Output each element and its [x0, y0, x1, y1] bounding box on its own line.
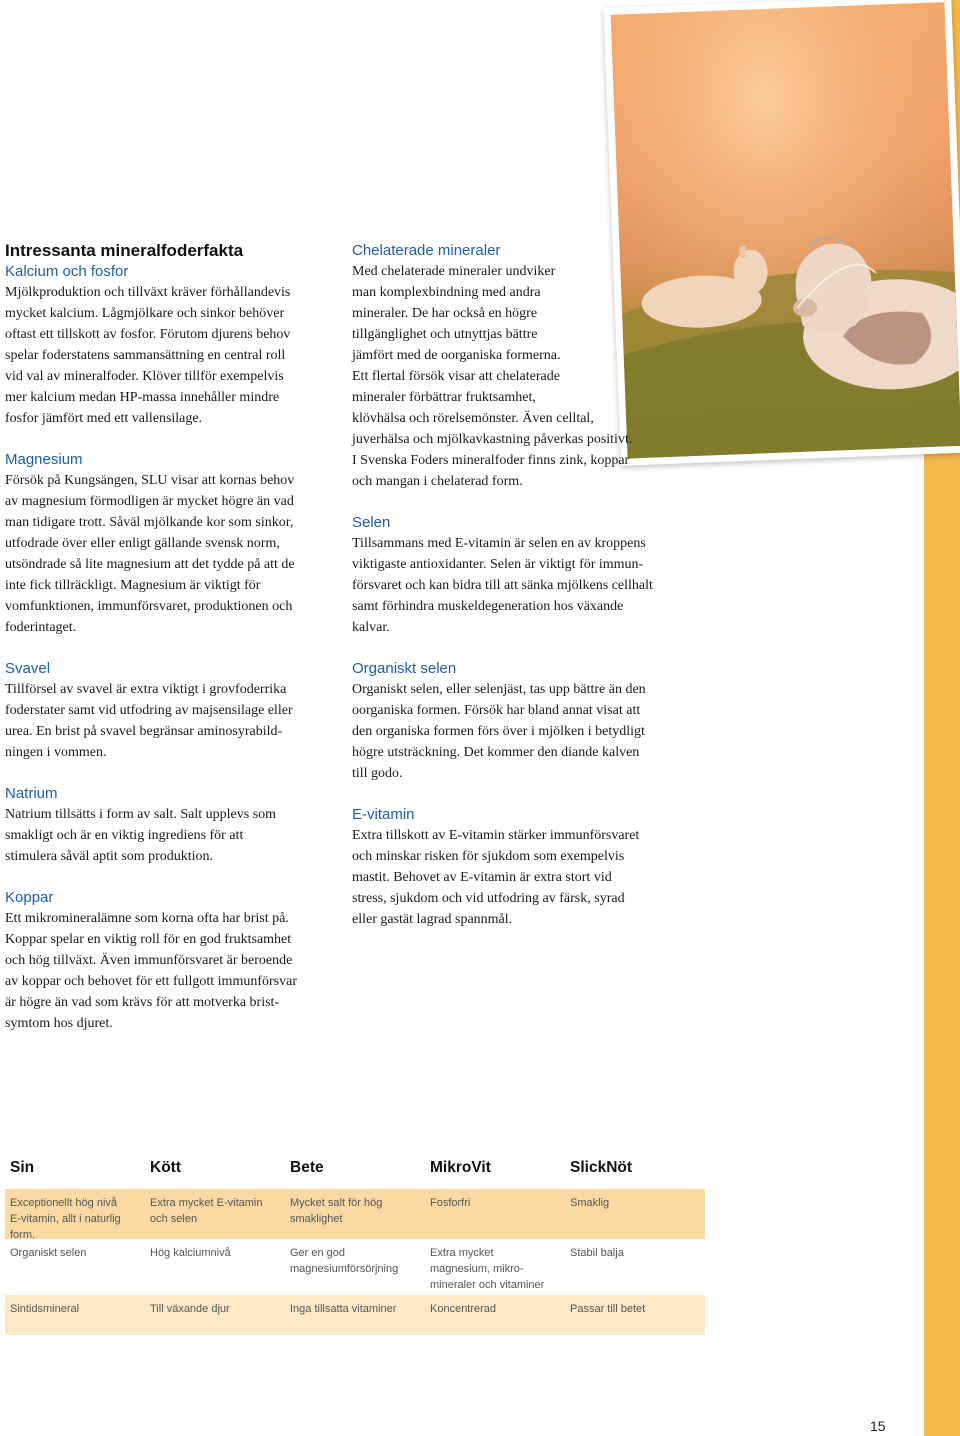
table-cell: Extra mycket magnesium, mikro- mineraler och vitaminer	[430, 1247, 545, 1291]
column-header: Kött	[150, 1159, 181, 1176]
section-natrium	[5, 783, 343, 867]
section-text: Natrium tillsätts i form av salt. Salt upplevs som smakligt och är en viktig ingrediens för att stimulera såväl aptit som produktion.	[5, 807, 277, 864]
table-cell: Stabil balja	[570, 1247, 624, 1259]
section-title: Kalcium och fosfor	[5, 263, 129, 280]
section-text: Tillförsel av svavel är extra viktigt i grovfoderrika foderstater samt vid utfodring av majsensilage eller urea. En brist på svavel begränsar aminosyrabild- ningen i vommen.	[5, 682, 293, 760]
table-cell: Sintidsmineral	[10, 1303, 80, 1315]
section-title: Natrium	[5, 785, 58, 802]
section-text: Organiskt selen, eller selenjäst, tas upp bättre än den oorganiska formen. Försök har bland annat visat att den organiska formen förs över i mjölken i betydligt högre utsträckning. Det kommer den diande kalven till godo.	[352, 682, 646, 781]
section-title: Organiskt selen	[352, 660, 457, 677]
section-text: Mjölkproduktion och tillväxt kräver förhållandevis mycket kalcium. Lågmjölkare och sinkor behöver oftast ett tillskott av fosfor. Förutom djurens behov spelar foderstatens sammansättning en central roll vid val av mineralfoder. Klöver tillför exempelvis mer kalcium medan HP-massa innehåller mindre fosfor jämfört med ett vallensilage.	[5, 285, 291, 426]
section-kalcium-fosfor	[5, 261, 343, 429]
column-header: Sin	[10, 1159, 35, 1176]
table-cell: Fosforfri	[430, 1197, 471, 1209]
section-magnesium	[5, 449, 343, 638]
section-title: Chelaterade mineraler	[352, 242, 501, 259]
section-text: Med chelaterade mineraler undviker man komplexbindning med andra mineraler. De har också en högre tillgänglighet och utnyttjas bättre jämfört med de oorganiska formerna. Ett flertal försök visar att chelaterade mineraler förbättrar fruktsamhet, klövhälsa och rörelsemönster. Även celltal, juverhälsa och mjölkavkastning påverkas positivt. I Svenska Foders mineralfoder finns zink, koppar och mangan i chelaterad form.	[352, 264, 633, 489]
column-header: SlickNöt	[570, 1159, 633, 1176]
column-header: MikroVit	[430, 1159, 491, 1176]
section-title: Svavel	[5, 660, 51, 677]
table-cell: Smaklig	[570, 1197, 610, 1209]
table-header-row	[5, 1152, 705, 1184]
section-svavel	[5, 658, 343, 763]
section-title: E-vitamin	[352, 806, 415, 823]
section-title: Selen	[352, 514, 391, 531]
right-column	[352, 240, 697, 950]
left-column	[5, 240, 343, 1054]
table-cell: Ger en god magnesiumförsörjning	[290, 1247, 399, 1275]
page-number: 15	[870, 1418, 886, 1434]
table-cell: Exceptionellt hög nivå E-vitamin, allt i naturlig form.	[10, 1197, 121, 1241]
product-comparison-table	[5, 1152, 705, 1335]
section-title: Koppar	[5, 889, 54, 906]
table-cell: Inga tillsatta vitaminer	[290, 1303, 397, 1315]
table-cell: Till växande djur	[150, 1303, 230, 1315]
page-heading: Intressanta mineralfoderfakta	[5, 241, 244, 260]
table-cell: Passar till betet	[570, 1303, 646, 1315]
section-text: Extra tillskott av E-vitamin stärker immunförsvaret och minskar risken för sjukdom som exempelvis mastit. Behovet av E-vitamin är extra stort vid stress, sjukdom och vid utfodring av färsk, syrad eller gastät lagrad spannmål.	[352, 828, 640, 927]
table-cell: Extra mycket E-vitamin och selen	[150, 1197, 263, 1225]
table-row	[5, 1239, 705, 1289]
table-cell: Organiskt selen	[10, 1247, 87, 1259]
section-selen	[352, 512, 697, 638]
table-row	[5, 1295, 705, 1335]
section-text: Tillsammans med E-vitamin är selen en av kroppens viktigaste antioxidanter. Selen är viktigt för immun- försvaret och kan bidra till att sänka mjölkens cellhalt samt förhindra muskeldegeneration hos växande kalvar.	[352, 536, 653, 635]
section-chelaterade-mineraler	[352, 240, 697, 492]
table-cell: Hög kalciumnivå	[150, 1247, 231, 1259]
table-cell: Mycket salt för hög smaklighet	[290, 1197, 383, 1225]
section-e-vitamin	[352, 804, 697, 930]
section-text: Ett mikromineralämne som korna ofta har brist på. Koppar spelar en viktig roll för en god fruktsamhet och hög tillväxt. Även immunförsvaret är beroende av koppar och behovet för ett fullgott immunförsvar är högre än vad som krävs för att motverka brist- symtom hos djuret.	[5, 911, 297, 1031]
section-text: Försök på Kungsängen, SLU visar att kornas behov av magnesium förmodligen är mycket högre än vad man tidigare trott. Såväl mjölkande kor som sinkor, utfodrade över eller enligt gällande svensk norm, utsöndrade så lite magnesium att det tydde på att de inte fick tillräckligt. Magnesium är viktigt för vomfunktionen, immunförsvaret, produktionen och foderintaget.	[5, 473, 295, 635]
section-organiskt-selen	[352, 658, 697, 784]
column-header: Bete	[290, 1159, 324, 1176]
section-title: Magnesium	[5, 451, 83, 468]
table-cell: Koncentrerad	[430, 1303, 497, 1315]
section-koppar	[5, 887, 343, 1034]
table-row	[5, 1189, 705, 1239]
